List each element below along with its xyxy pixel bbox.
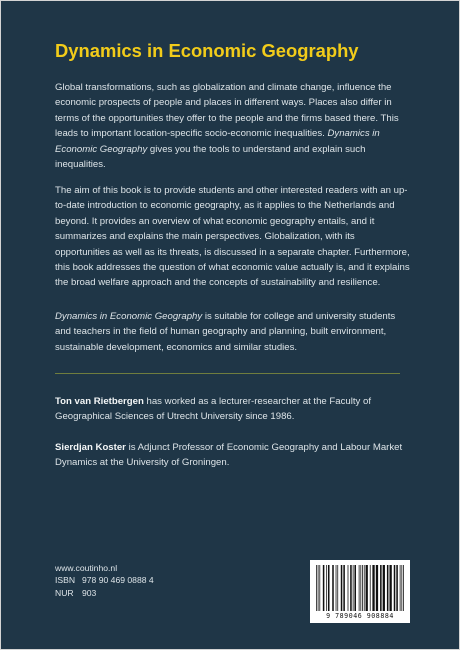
nur-value: 903 xyxy=(82,587,97,598)
isbn-line xyxy=(55,574,154,586)
barcode-bar xyxy=(394,565,396,611)
barcode-bar xyxy=(380,565,382,611)
barcode-bar xyxy=(328,565,330,611)
barcode-bar xyxy=(343,565,345,611)
nur-line xyxy=(55,587,154,599)
barcode-bar xyxy=(364,565,365,611)
barcode-bar xyxy=(337,565,338,611)
barcode-bar xyxy=(326,565,327,611)
barcode-bars xyxy=(316,565,404,615)
barcode-bar xyxy=(353,565,354,611)
audience-book-title: Dynamics in Economic Geography xyxy=(55,311,203,322)
publisher-website: www.coutinho.nl xyxy=(55,563,118,573)
author-name: Ton van Rietbergen xyxy=(55,396,144,407)
author-name: Sierdjan Koster xyxy=(55,442,126,453)
barcode-bar xyxy=(401,565,402,611)
section-divider xyxy=(55,373,400,374)
barcode-bar xyxy=(400,565,401,611)
barcode-bar xyxy=(372,565,374,611)
barcode-bar xyxy=(387,565,389,611)
barcode-bar xyxy=(376,565,378,611)
barcode-bar xyxy=(403,565,404,611)
barcode-bar xyxy=(360,565,361,611)
intro-book-title: Dynamics in Economic Geography xyxy=(55,128,380,155)
audience-text: is suitable for college and university students and teachers in the field of human geography and planning, built environment, sustainable development, economics and similar studies. xyxy=(55,311,396,353)
barcode-bar xyxy=(341,565,343,611)
barcode-bar xyxy=(348,565,349,611)
aim-paragraph: The aim of this book is to provide students and other interested readers with an up-to-date introduction to economic geography, as it applies to the Netherlands and beyond. It provides an overview of what economic geography entails, and it summarizes and explains the main perspectives. Globalization, with its opportunities as well as its threats, is discussed in a separate chapter. Furthermore, this book addresses the question of what economic value actually is, and it explains the broad welfare approach and the concepts of sustainability and resilience. xyxy=(55,185,410,289)
barcode-bar xyxy=(323,565,325,611)
barcode-bar xyxy=(370,565,371,611)
isbn-label: ISBN xyxy=(55,575,76,586)
author-bio-text: is Adjunct Professor of Economic Geography and Labour Market Dynamics at the University of Groningen. xyxy=(55,442,403,469)
barcode-bar xyxy=(319,565,320,611)
author-bio-text: has worked as a lecturer-researcher at the Faculty of Geographical Sciences of Utrecht University since 1986. xyxy=(55,396,371,423)
nur-label: NUR xyxy=(55,587,74,598)
barcode-bar xyxy=(350,565,352,611)
book-title: Dynamics in Economic Geography xyxy=(55,40,359,61)
audience-paragraph xyxy=(55,309,411,355)
barcode-bar xyxy=(366,565,368,611)
author-bio xyxy=(55,394,411,425)
intro-text-after: gives you the tools to understand and explain such inequalities. xyxy=(55,143,366,171)
barcode-bar xyxy=(389,565,391,611)
barcode-bar xyxy=(316,565,317,611)
intro-paragraph xyxy=(55,80,411,172)
barcode-bar xyxy=(383,565,385,611)
intro-text: Global transformations, such as globalization and climate change, influence the economic prospects of people and places in different ways. Places also differ in terms of the opportunities they offer to the people and the firms based there. This leads to important location-specific socio-economic inequalities. xyxy=(55,82,399,140)
barcode-bar xyxy=(362,565,363,611)
isbn-value: 978 90 469 0888 4 xyxy=(82,575,154,586)
barcode-bar xyxy=(359,565,360,611)
barcode-bar xyxy=(318,565,319,611)
barcode-bar xyxy=(336,565,337,611)
imprint xyxy=(55,562,154,599)
barcode-bar xyxy=(332,565,334,611)
isbn-barcode xyxy=(310,560,410,623)
author-bio xyxy=(55,440,411,471)
barcode-bar xyxy=(396,565,398,611)
barcode-digits: 9 789046 908884 xyxy=(326,612,394,620)
barcode-bar xyxy=(354,565,356,611)
